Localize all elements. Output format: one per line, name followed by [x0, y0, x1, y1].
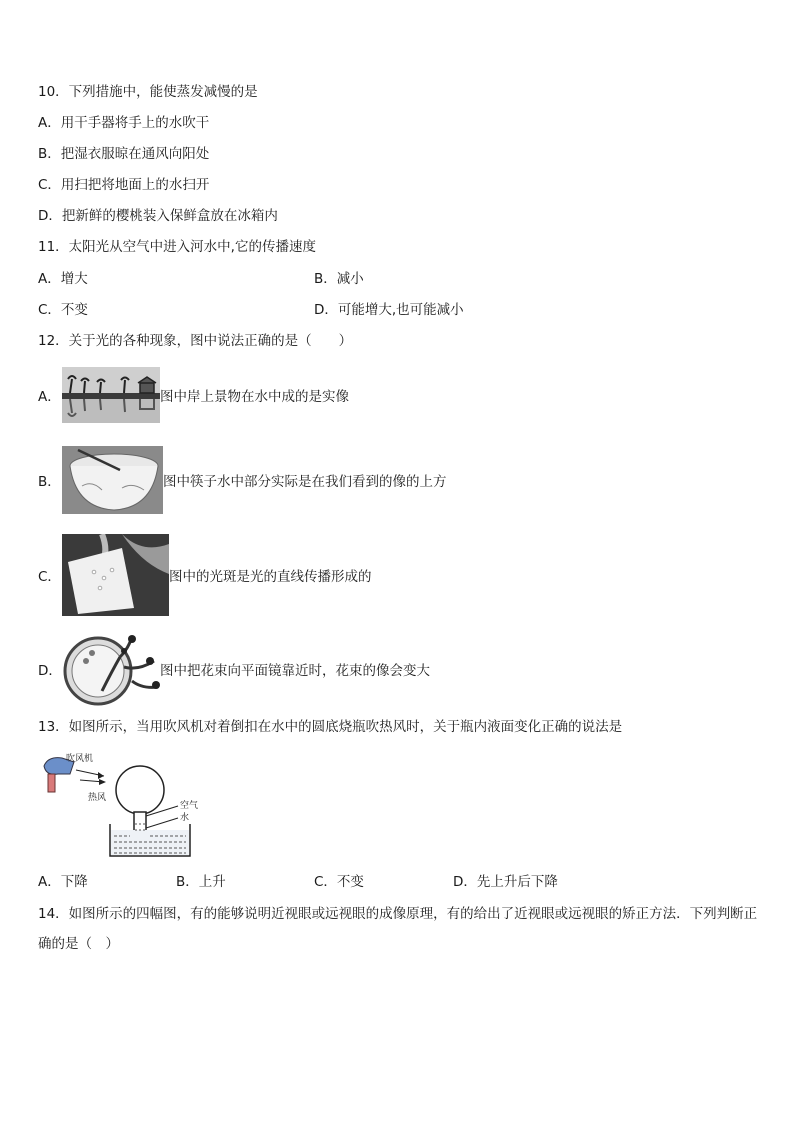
reflection-photo: [62, 367, 160, 423]
q12-option-c-text: 图中的光斑是光的直线传播形成的: [169, 569, 372, 585]
q10-option-b: B．把湿衣服晾在通风向阳处: [38, 146, 210, 162]
q12-option-b-label: B．: [38, 474, 61, 490]
hot-air-label: 热风: [88, 793, 107, 803]
dryer-label: 吹风机: [66, 754, 94, 764]
q13-option-b: B．上升: [176, 874, 226, 890]
flask: [116, 766, 164, 836]
q11-stem: 11．太阳光从空气中进入河水中,它的传播速度: [38, 239, 316, 255]
q13-stem: 13．如图所示，当用吹风机对着倒扣在水中的圆底烧瓶吹热风时，关于瓶内液面变化正确的说法是: [38, 719, 623, 735]
hair-dryer-flask-diagram: [40, 752, 220, 860]
q11-option-b: B．减小: [314, 271, 364, 287]
q10-option-a: A．用干手器将手上的水吹干: [38, 115, 210, 131]
water-label: 水: [180, 813, 190, 823]
q11-option-d: D．可能增大,也可能减小: [314, 302, 464, 318]
q13-option-c: C．不变: [314, 874, 364, 890]
water-basin: [110, 824, 190, 856]
chopstick-bowl-photo: [62, 446, 163, 514]
q12-option-d-label: D．: [38, 663, 62, 679]
light-spot-photo: [62, 534, 169, 616]
q11-option-c: C．不变: [38, 302, 88, 318]
q10-stem: 10．下列措施中，能使蒸发减慢的是: [38, 84, 258, 100]
q12-option-a: [38, 367, 349, 423]
q12-option-a-label: A．: [38, 389, 61, 405]
q12-option-b-text: 图中筷子水中部分实际是在我们看到的像的上方: [163, 474, 447, 490]
q12-option-d: [38, 631, 430, 707]
q14-stem: 14．如图所示的四幅图，有的能够说明近视眼或远视眼的成像原理，有的给出了近视眼或远视眼的矫正方法．下列判断正确的是（ ）: [38, 906, 758, 952]
q13-option-a: A．下降: [38, 874, 88, 890]
q12-option-d-text: 图中把花束向平面镜靠近时，花束的像会变大: [160, 663, 430, 679]
q12-option-c: [38, 534, 372, 616]
q11-option-a: A．增大: [38, 271, 88, 287]
mirror-flower-photo: [62, 631, 160, 707]
q12-stem: 12．关于光的各种现象，图中说法正确的是（ ）: [38, 333, 353, 349]
q10-option-c: C．用扫把将地面上的水扫开: [38, 177, 210, 193]
q12-option-b: [38, 446, 447, 514]
q12-option-c-label: C．: [38, 569, 61, 585]
air-label: 空气: [180, 801, 199, 811]
q10-option-d: D．把新鲜的樱桃装入保鲜盒放在冰箱内: [38, 208, 278, 224]
q12-option-a-text: 图中岸上景物在水中成的是实像: [160, 389, 349, 405]
q13-option-d: D．先上升后下降: [453, 874, 558, 890]
